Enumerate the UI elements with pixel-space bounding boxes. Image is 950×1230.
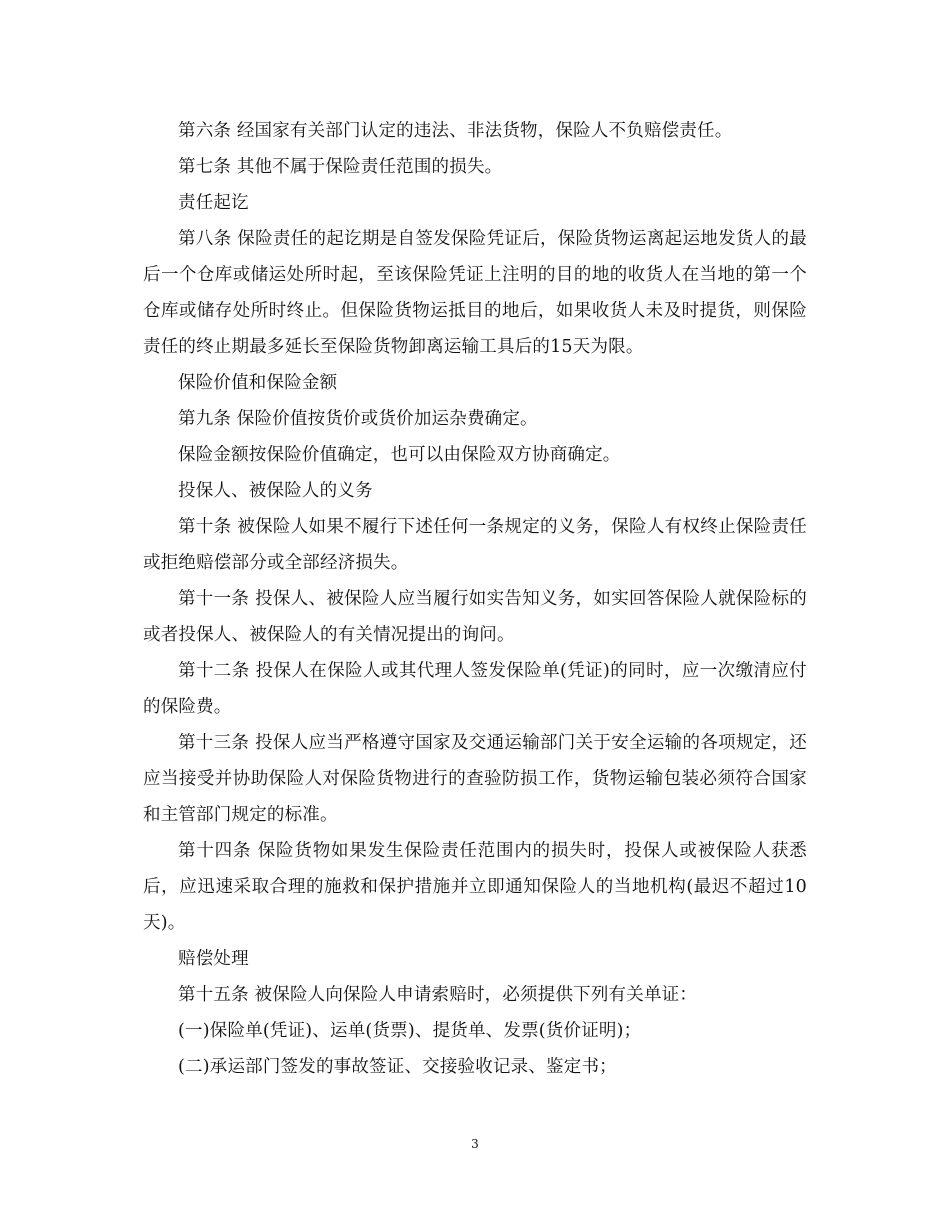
paragraph-article-11: 第十一条 投保人、被保险人应当履行如实告知义务，如实回答保险人就保险标的或者投保人、被保险人的有关情况提出的询问。 (143, 589, 807, 645)
paragraph-article-6: 第六条 经国家有关部门认定的违法、非法货物，保险人不负赔偿责任。 (178, 121, 733, 141)
paragraph-article-14: 第十四条 保险货物如果发生保险责任范围内的损失时，投保人或被保险人获悉后，应迅速采取合理的施救和保护措施并立即通知保险人的当地机构(最迟不超过10天)。 (143, 841, 807, 933)
paragraph-article-15: 第十五条 被保险人向保险人申请索赔时，必须提供下列有关单证： (178, 985, 698, 1005)
list-item-2: (二)承运部门签发的事故签证、交接验收记录、鉴定书； (178, 1057, 617, 1077)
section-heading-liability-period: 责任起讫 (178, 193, 249, 213)
paragraph-article-12: 第十二条 投保人在保险人或其代理人签发保险单(凭证)的同时，应一次缴清应付的保险费。 (143, 661, 807, 717)
page-number: 3 (471, 1137, 479, 1151)
paragraph-article-10: 第十条 被保险人如果不履行下述任何一条规定的义务，保险人有权终止保险责任或拒绝赔偿部分或全部经济损失。 (143, 517, 807, 573)
paragraph-insured-amount: 保险金额按保险价值确定，也可以由保险双方协商确定。 (178, 445, 621, 465)
section-heading-obligations: 投保人、被保险人的义务 (178, 481, 373, 501)
paragraph-article-8: 第八条 保险责任的起讫期是自签发保险凭证后，保险货物运离起运地发货人的最后一个仓库或储运处所时起，至该保险凭证上注明的目的地的收货人在当地的第一个仓库或储存处所时终止。但保险货物运抵目的地后，如果收货人未及时提货，则保险责任的终止期最多延长至保险货物卸离运输工具后的15天为限。 (143, 229, 807, 357)
list-item-1: (一)保险单(凭证)、运单(货票)、提货单、发票(货价证明)； (178, 1021, 642, 1041)
paragraph-article-13: 第十三条 投保人应当严格遵守国家及交通运输部门关于安全运输的各项规定，还应当接受并协助保险人对保险货物进行的查验防损工作，货物运输包装必须符合国家和主管部门规定的标准。 (143, 733, 807, 825)
section-heading-claims: 赔偿处理 (178, 949, 249, 969)
paragraph-article-7: 第七条 其他不属于保险责任范围的损失。 (178, 157, 503, 177)
section-heading-insured-value: 保险价值和保险金额 (178, 373, 338, 393)
paragraph-article-9: 第九条 保险价值按货价或货价加运杂费确定。 (178, 409, 538, 429)
document-body (143, 113, 807, 1085)
